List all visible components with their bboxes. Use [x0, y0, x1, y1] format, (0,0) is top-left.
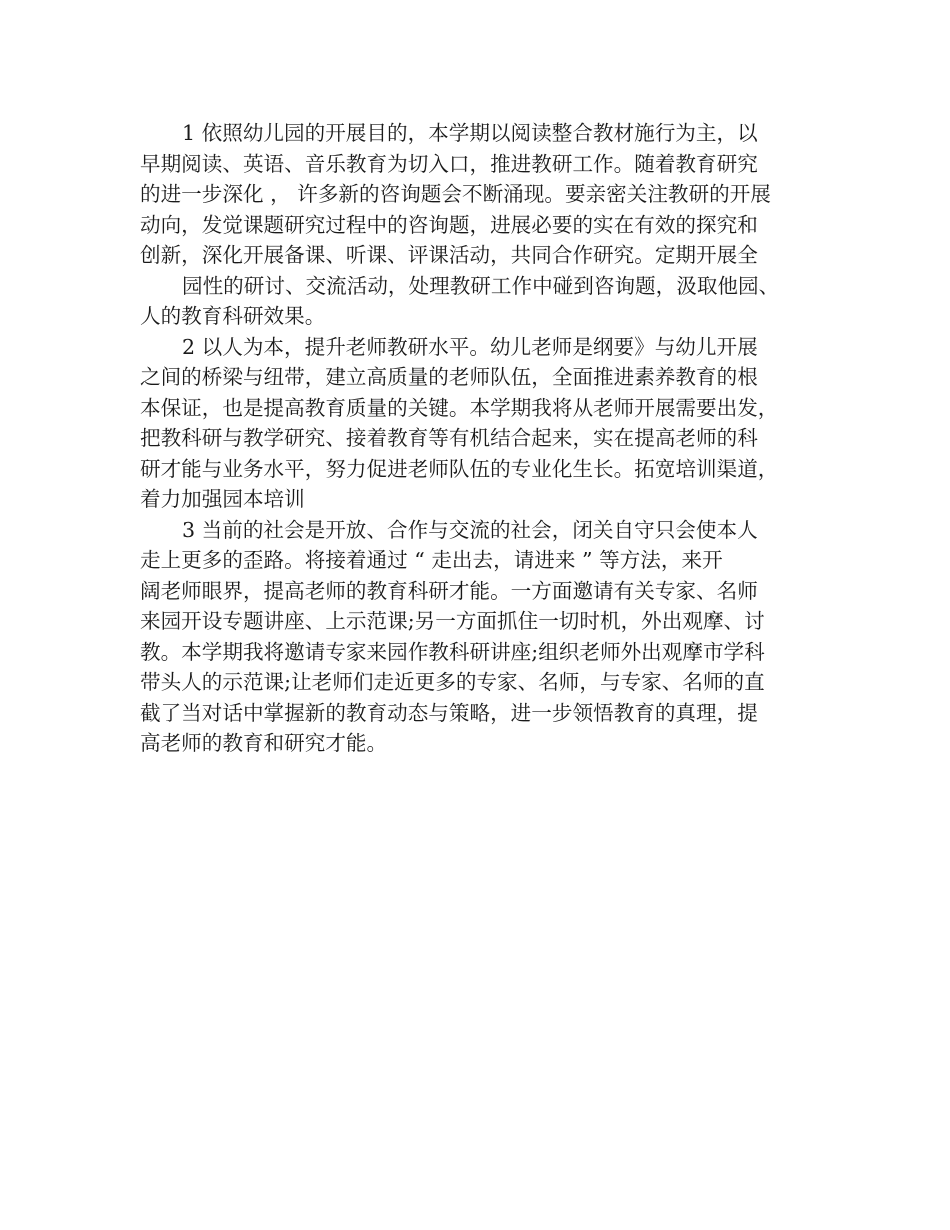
text-line: 来园开设专题讲座、上示范课;另一方面抓住一切时机，外出观摩、讨: [140, 609, 765, 633]
text-line: 动向，发觉课题研究过程中的咨询题，进展必要的实在有效的探究和: [140, 212, 758, 237]
text-line: 把教科研与教学研究、接着教育等有机结合起来，实在提高老师的科: [140, 426, 758, 450]
text-line: 着力加强园本培训: [140, 487, 305, 511]
text-line: 园性的研讨、交流活动，处理教研工作中碰到咨询题，汲取他园、: [182, 273, 780, 298]
text-line: 创新，深化开展备课、听课、评课活动，共同合作研究。定期开展全: [140, 243, 758, 267]
text-line: 走上更多的歪路。将接着通过 “ 走出去，请进来 ” 等方法，来开: [140, 548, 723, 572]
text-line: 教。本学期我将邀请专家来园作教科研讲座;组织老师外出观摩市学科: [140, 639, 765, 664]
text-line: 2 以人为本，提升老师教研水平。幼儿老师是纲要》与幼儿开展: [182, 334, 758, 359]
text-line: 研才能与业务水平，努力促进老师队伍的专业化生长。拓宽培训渠道，: [140, 456, 779, 481]
text-line: 截了当对话中掌握新的教育动态与策略，进一步领悟教育的真理，提: [140, 700, 758, 725]
text-line: 之间的桥梁与纽带，建立高质量的老师队伍，全面推进素养教育的根: [140, 365, 758, 389]
text-line: 的进一步深化 ， 许多新的咨询题会不断涌现。要亲密关注教研的开展: [140, 182, 771, 206]
document-body: [140, 118, 840, 759]
text-line: 3 当前的社会是开放、合作与交流的社会，闭关自守只会使本人: [182, 517, 758, 542]
text-line: 本保证，也是提高教育质量的关键。本学期我将从老师开展需要出发，: [140, 395, 779, 420]
text-line: 带头人的示范课;让老师们走近更多的专家、名师，与专家、名师的直: [140, 670, 765, 694]
text-line: 高老师的教育和研究才能。: [140, 731, 388, 755]
text-line: 1 依照幼儿园的开展目的，本学期以阅读整合教材施行为主，以: [182, 121, 758, 145]
text-line: 早期阅读、英语、音乐教育为切入口，推进教研工作。随着教育研究: [140, 151, 758, 176]
text-line: 阔老师眼界，提高老师的教育科研才能。一方面邀请有关专家、名师: [140, 578, 758, 603]
text-line: 人的教育科研效果。: [140, 304, 326, 328]
